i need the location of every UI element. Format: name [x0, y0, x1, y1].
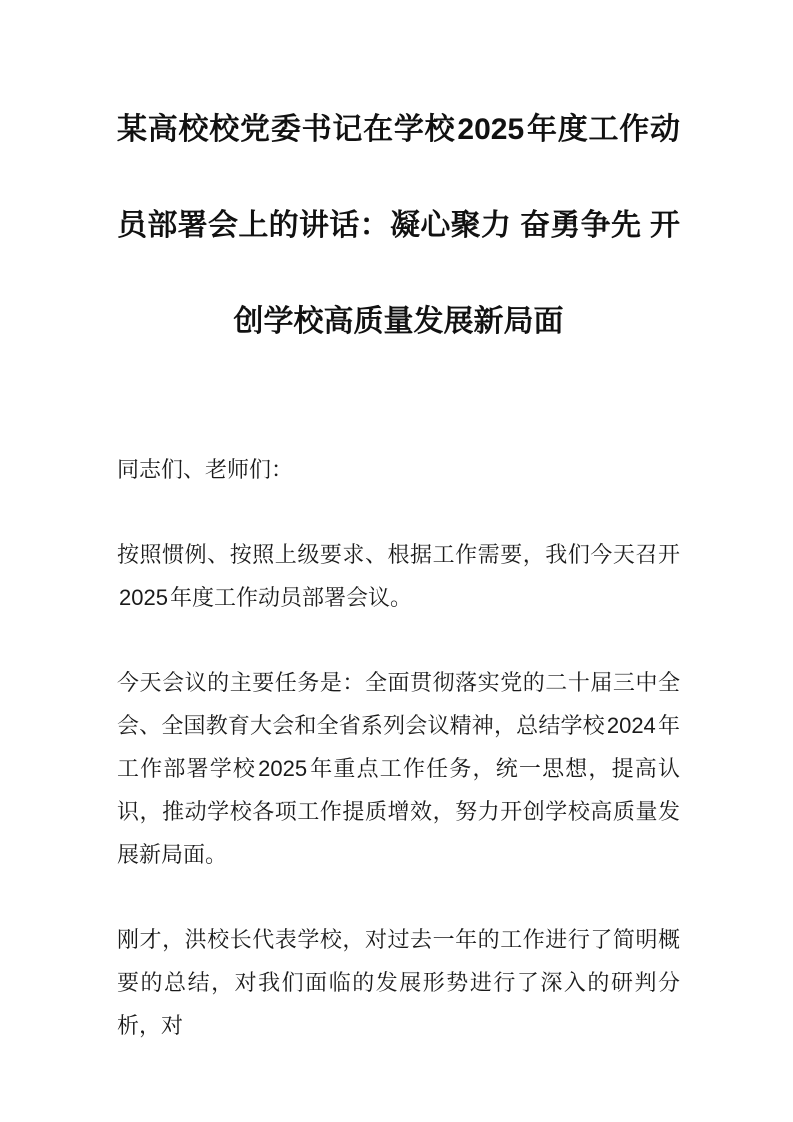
salutation: 同志们、老师们：: [117, 457, 294, 482]
inline-number: 2024: [606, 713, 656, 738]
paragraph-3: 刚才，洪校长代表学校，对过去一年的工作进行了简明概要的总结，对我们面临的发展形势进行了深入的研判分析，对: [117, 927, 680, 1038]
inline-number: 2025: [258, 756, 308, 781]
document-body: [117, 370, 680, 1047]
inline-number: 2025: [119, 585, 168, 610]
document-content: [117, 0, 680, 1047]
inline-number: 2025: [457, 113, 525, 146]
page-title: 某高校校党委书记在学校2025年度工作动员部署会上的讲话：凝心聚力 奋勇争先 开创学校高质量发展新局面: [117, 113, 680, 338]
paragraph-2: 今天会议的主要任务是：全面贯彻落实党的二十届三中全会、全国教育大会和全省系列会议精神，总结学校2024年工作部署学校2025年重点工作任务，统一思想，提高认识，推动学校各项工作提质增效，努力开创学校高质量发展新局面。: [117, 670, 680, 867]
paragraph-1: 按照惯例、按照上级要求、根据工作需要，我们今天召开2025年度工作动员部署会议。: [117, 542, 680, 610]
